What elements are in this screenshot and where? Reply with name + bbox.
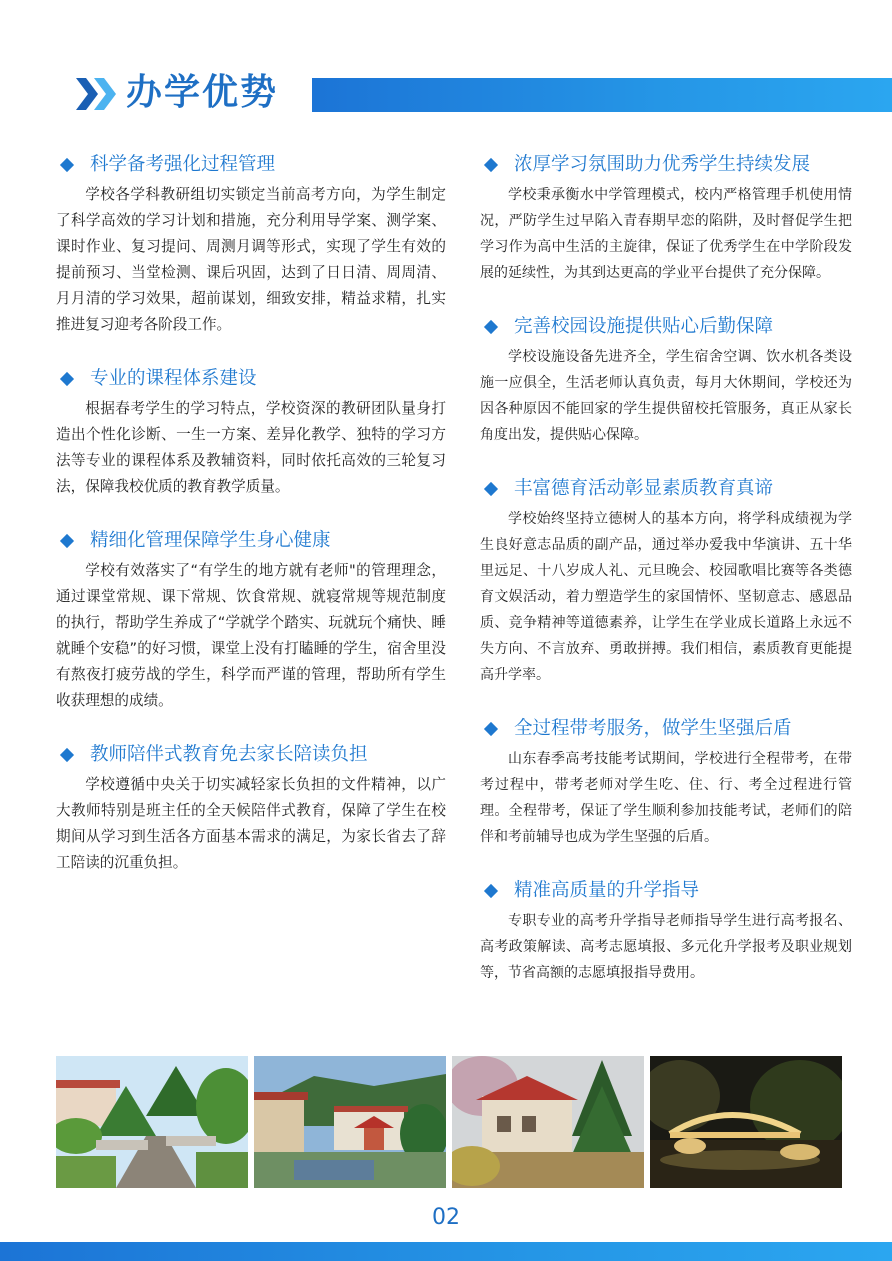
section (480, 474, 852, 688)
section-title: 浓厚学习氛围助力优秀学生持续发展 (480, 150, 852, 180)
diamond-bullet-icon (484, 158, 498, 172)
section-body: 学校始终坚持立德树人的基本方向，将学科成绩视为学生良好意志品质的副产品，通过举办爱我中华演讲、五十华里远足、十八岁成人礼、元旦晚会、校园歌唱比赛等各类德育文娱活动，着力塑造学生的家国情怀、坚韧意志、感恩品质、竞争精神等道德素养，让学生在学业成长道路上永远不失方向、不言放弃、勇敢拼搏。我们相信，素质教育更能提高升学率。 (480, 511, 852, 683)
page-number: 02 (432, 1205, 460, 1230)
campus-building-photo (452, 1056, 644, 1188)
diamond-bullet-icon (484, 482, 498, 496)
section-body: 山东春季高考技能考试期间，学校进行全程带考，在带考过程中，带考老师对学生吃、住、行、考全过程进行管理。全程带考，保证了学生顺利参加技能考试，老师们的陪伴和考前辅导也成为学生坚强的后盾。 (480, 751, 852, 845)
diamond-bullet-icon (484, 722, 498, 736)
section-title: 精细化管理保障学生身心健康 (56, 526, 446, 556)
section (56, 526, 446, 714)
section-title: 科学备考强化过程管理 (56, 150, 446, 180)
diamond-bullet-icon (60, 748, 74, 762)
diamond-bullet-icon (484, 884, 498, 898)
section-body: 学校有效落实了“有学生的地方就有老师"的管理理念，通过课堂常规、课下常规、饮食常规、就寝常规等规范制度的执行，帮助学生养成了“学就学个踏实、玩就玩个痛快、睡就睡个安稳”的好习惯，课堂上没有打瞌睡的学生，宿舍里没有熬夜打疲劳战的学生，科学而严谨的管理，帮助所有学生收获理想的成绩。 (56, 562, 446, 709)
section (56, 364, 446, 500)
section-body: 专职专业的高考升学指导老师指导学生进行高考报名、高考政策解读、高考志愿填报、多元化升学报考及职业规划等，节省高额的志愿填报指导费用。 (480, 913, 852, 981)
section (480, 876, 852, 986)
diamond-bullet-icon (60, 534, 74, 548)
section-title: 专业的课程体系建设 (56, 364, 446, 394)
section-title: 丰富德育活动彰显素质教育真谛 (480, 474, 852, 504)
right-column (480, 150, 852, 1012)
section-title: 完善校园设施提供贴心后勤保障 (480, 312, 852, 342)
page-title: 办学优势 (126, 72, 279, 113)
header-accent-bar (312, 78, 892, 112)
campus-path-photo (56, 1056, 248, 1188)
photo-strip (56, 1056, 842, 1188)
section (480, 150, 852, 286)
section-body: 学校设施设备先进齐全，学生宿舍空调、饮水机各类设施一应俱全，生活老师认真负责，每月大休期间，学校还为因各种原因不能回家的学生提供留校托管服务，真正从家长角度出发，提供贴心保障。 (480, 349, 852, 443)
section-title: 全过程带考服务，做学生坚强后盾 (480, 714, 852, 744)
diamond-bullet-icon (60, 158, 74, 172)
section (56, 150, 446, 338)
footer-accent-bar (0, 1242, 892, 1261)
section-body: 根据春考学生的学习特点，学校资深的教研团队量身打造出个性化诊断、一生一方案、差异化教学、独特的学习方法等专业的课程体系及教辅资料，同时依托高效的三轮复习法，保障我校优质的教育教学质量。 (56, 400, 446, 495)
diamond-bullet-icon (60, 372, 74, 386)
page-header (0, 62, 892, 122)
section-body: 学校秉承衡水中学管理模式，校内严格管理手机使用情况，严防学生过早陷入青春期早恋的陷阱，及时督促学生把学习作为高中生活的主旋律，保证了优秀学生在中学阶段发展的延续性，为其到达更高的学业平台提供了充分保障。 (480, 187, 852, 281)
section-title: 教师陪伴式教育免去家长陪读负担 (56, 740, 446, 770)
section (480, 312, 852, 448)
section-body: 学校各学科教研组切实锁定当前高考方向，为学生制定了科学高效的学习计划和措施，充分利用导学案、测学案、课时作业、复习提问、周测月调等形式，实现了学生有效的提前预习、当堂检测、课后巩固，达到了日日清、周周清、月月清的学习效果，超前谋划，细致安排，精益求精，扎实推进复习迎考各阶段工作。 (56, 186, 446, 333)
section-title: 精准高质量的升学指导 (480, 876, 852, 906)
section (56, 740, 446, 876)
diamond-bullet-icon (484, 320, 498, 334)
campus-night-bridge-photo (650, 1056, 842, 1188)
left-column (56, 150, 446, 902)
section (480, 714, 852, 850)
campus-courtyard-photo (254, 1056, 446, 1188)
double-chevron-icon (76, 78, 118, 110)
section-body: 学校遵循中央关于切实减轻家长负担的文件精神，以广大教师特别是班主任的全天候陪伴式教育，保障了学生在校期间从学习到生活各方面基本需求的满足，为家长省去了辞工陪读的沉重负担。 (56, 776, 446, 871)
